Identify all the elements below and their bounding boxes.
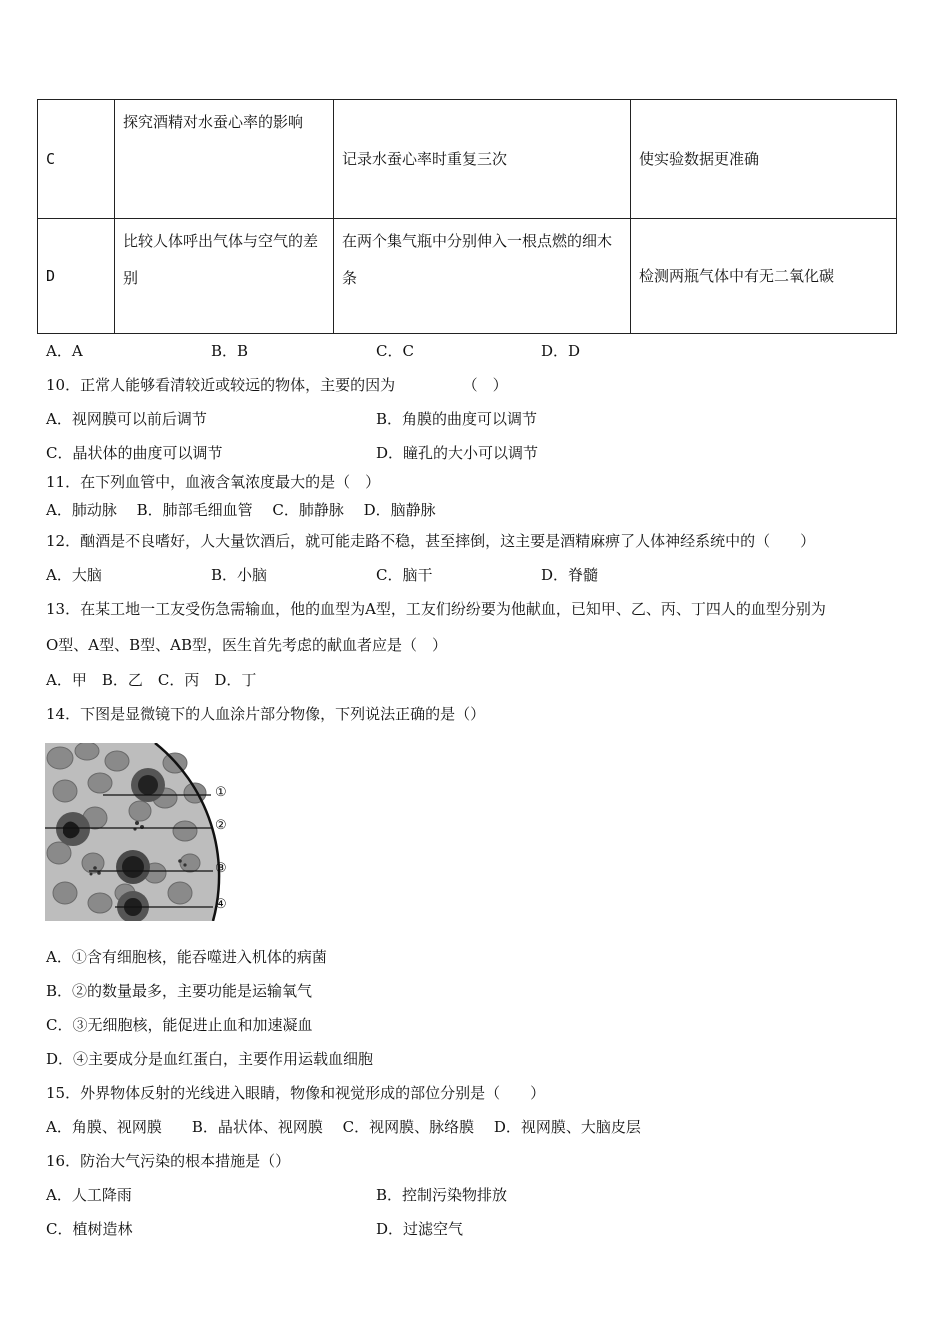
figure-label-3: ③ (215, 861, 227, 876)
q14-option-c: C．③无细胞核，能促进止血和加速凝血 (46, 1016, 313, 1034)
blood-smear-illustration (45, 743, 235, 921)
q16-option-c: C．植树造林 (46, 1220, 133, 1238)
row-purpose: 使实验数据更准确 (631, 100, 897, 219)
row-key: D (38, 219, 115, 334)
q13-options: A．甲 B．乙 C．丙 D．丁 (46, 671, 257, 689)
q9-option-c: C．C (376, 342, 414, 360)
row-aim: 探究酒精对水蚕心率的影响 (115, 100, 334, 219)
row-purpose: 检测两瓶气体中有无二氧化碳 (631, 219, 897, 334)
q12-stem: 12．酗酒是不良嗜好，人大量饮酒后，就可能走路不稳，甚至摔倒，这主要是酒精麻痹了人体神经系统中的（ ） (46, 532, 816, 550)
q15-options: A．角膜、视网膜 B．晶状体、视网膜 C．视网膜、脉络膜 D．视网膜、大脑皮层 (46, 1118, 641, 1136)
experiment-table (37, 99, 897, 334)
q16-option-d: D．过滤空气 (376, 1220, 464, 1238)
figure-label-2: ② (215, 818, 227, 833)
table-row (38, 100, 897, 219)
table-row (38, 219, 897, 334)
q12-option-a: A．大脑 (46, 566, 102, 584)
q16-option-b: B．控制污染物排放 (376, 1186, 508, 1204)
figure-label-4: ④ (215, 897, 227, 912)
q10-option-b: B．角膜的曲度可以调节 (376, 410, 538, 428)
q14-option-a: A．①含有细胞核，能吞噬进入机体的病菌 (46, 948, 327, 966)
q9-option-a: A．A (46, 342, 83, 360)
row-aim: 比较人体呼出气体与空气的差别 (115, 219, 334, 334)
q16-stem: 16．防治大气污染的根本措施是（） (46, 1152, 291, 1170)
blood-smear-figure (45, 743, 235, 921)
q10-stem: 10．正常人能够看清较近或较远的物体，主要的因为 （ ） (46, 376, 508, 394)
q13-stem-line2: O型、A型、B型、AB型，医生首先考虑的献血者应是（ ） (46, 636, 448, 654)
q11-options: A．肺动脉 B．肺部毛细血管 C．肺静脉 D．脑静脉 (46, 501, 436, 519)
q14-stem: 14．下图是显微镜下的人血涂片部分物像，下列说法正确的是（） (46, 705, 486, 723)
q10-option-a: A．视网膜可以前后调节 (46, 410, 207, 428)
q10-option-d: D．瞳孔的大小可以调节 (376, 444, 539, 462)
row-key: C (38, 100, 115, 219)
q10-option-c: C．晶状体的曲度可以调节 (46, 444, 223, 462)
row-method: 在两个集气瓶中分别伸入一根点燃的细木条 (334, 219, 631, 334)
q12-option-c: C．脑干 (376, 566, 433, 584)
q14-option-d: D．④主要成分是血红蛋白，主要作用运载血细胞 (46, 1050, 374, 1068)
q12-option-b: B．小脑 (211, 566, 268, 584)
q9-option-b: B．B (211, 342, 249, 360)
row-method: 记录水蚕心率时重复三次 (334, 100, 631, 219)
q12-option-d: D．脊髓 (541, 566, 599, 584)
q11-stem: 11．在下列血管中，血液含氧浓度最大的是（ ） (46, 473, 381, 491)
figure-label-1: ① (215, 785, 227, 800)
q16-option-a: A．人工降雨 (46, 1186, 132, 1204)
q9-option-d: D．D (541, 342, 581, 360)
q13-stem-line1: 13．在某工地一工友受伤急需输血，他的血型为A型，工友们纷纷要为他献血，已知甲、乙、丙、丁四人的血型分别为 (46, 600, 826, 618)
q15-stem: 15．外界物体反射的光线进入眼睛，物像和视觉形成的部位分别是（ ） (46, 1084, 546, 1102)
q14-option-b: B．②的数量最多，主要功能是运输氧气 (46, 982, 313, 1000)
